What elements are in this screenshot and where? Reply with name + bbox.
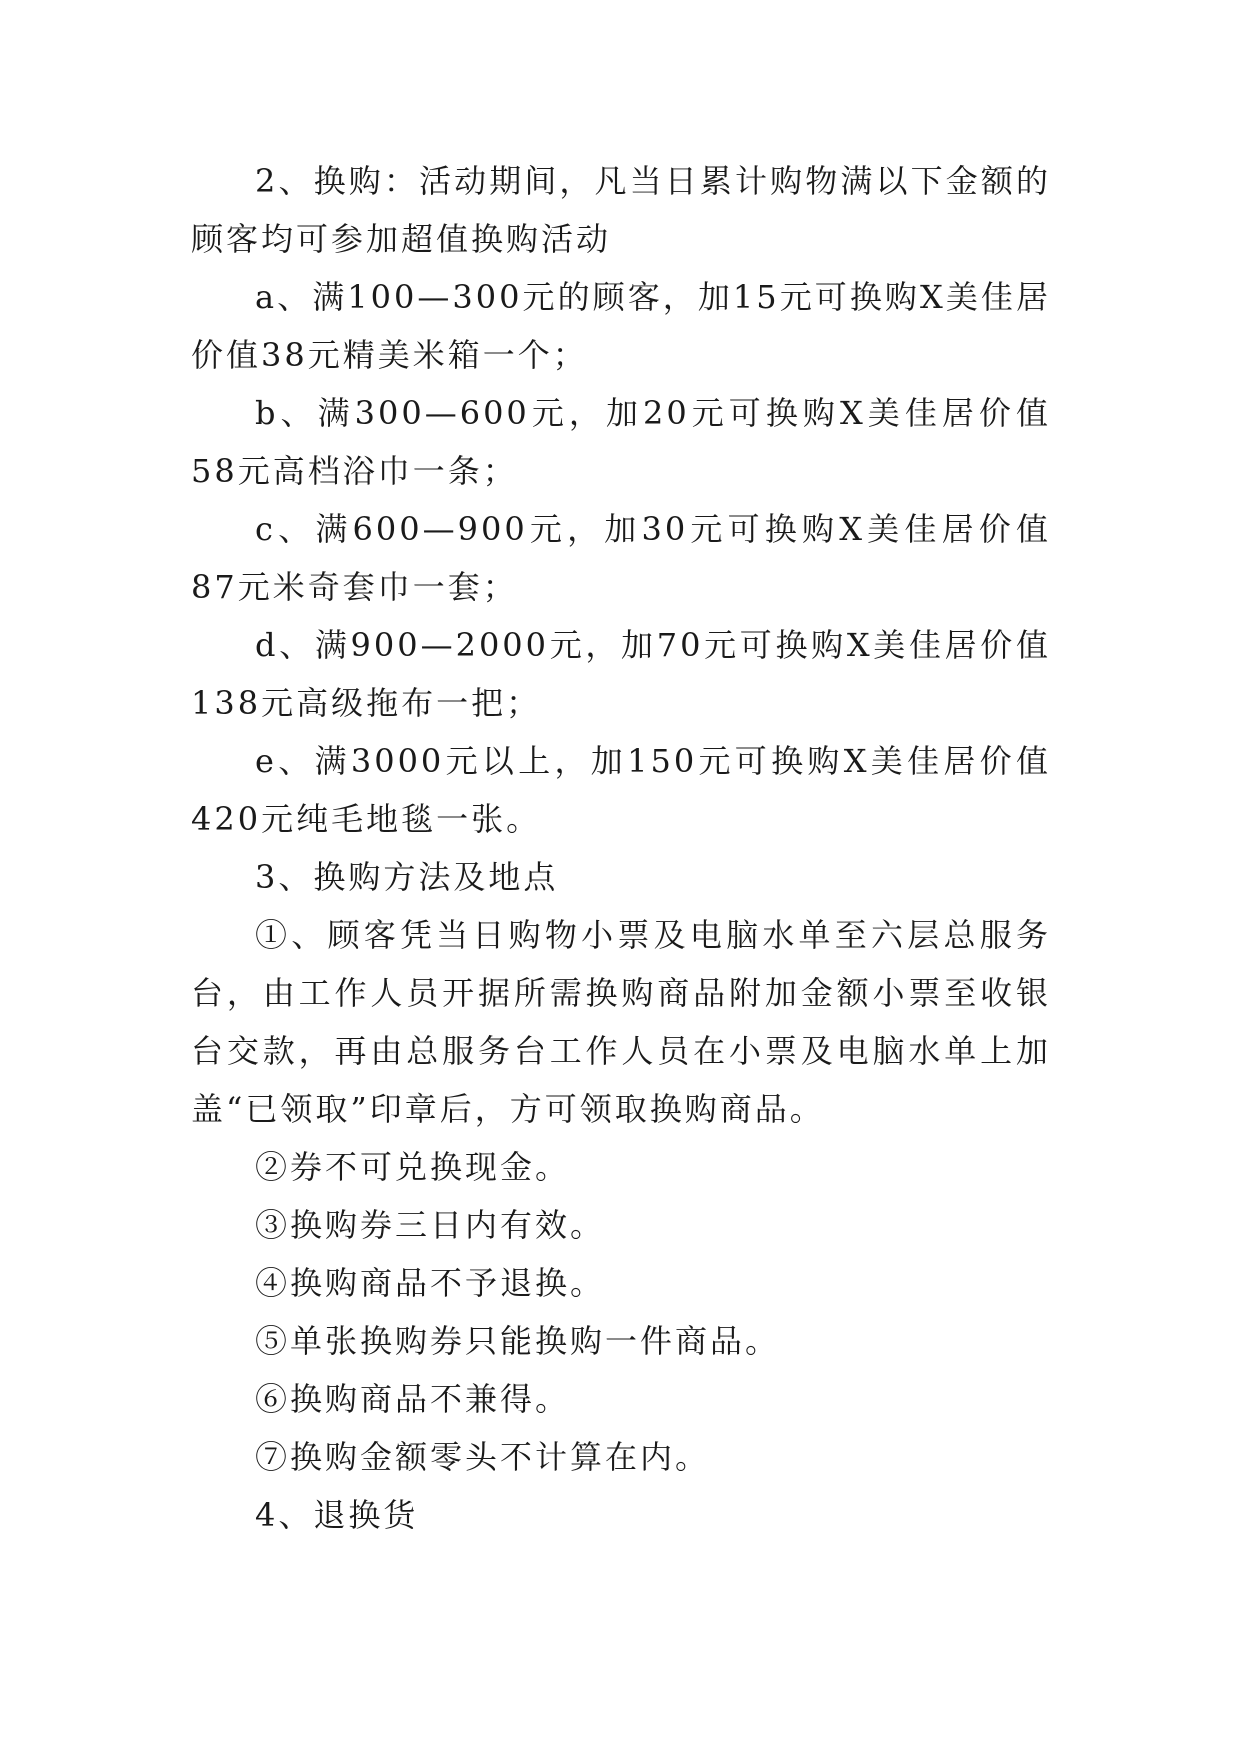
- paragraph-rule-6: ⑥换购商品不兼得。: [255, 1380, 571, 1418]
- paragraph-tier-b: b、满300—600元，加20元可换购X美佳居价值58元高档浴巾一条；: [191, 394, 1051, 490]
- paragraph-tier-c: c、满600—900元，加30元可换购X美佳居价值87元米奇套巾一套；: [191, 510, 1051, 606]
- paragraph-rule-1: ①、顾客凭当日购物小票及电脑水单至六层总服务台，由工作人员开据所需换购商品附加金额小票至收银台交款，再由总服务台工作人员在小票及电脑水单上加盖“已领取”印章后，方可领取换购商品。: [191, 916, 1051, 1128]
- paragraph-returns-heading: 4、退换货: [255, 1496, 419, 1534]
- document-body: [191, 152, 1051, 1544]
- paragraph-rule-2: ②券不可兑换现金。: [255, 1148, 571, 1186]
- paragraph-tier-e: e、满3000元以上，加150元可换购X美佳居价值420元纯毛地毯一张。: [191, 742, 1051, 838]
- paragraph-tier-a: a、满100—300元的顾客，加15元可换购X美佳居价值38元精美米箱一个；: [191, 278, 1051, 374]
- paragraph-exchange-intro: 2、换购：活动期间，凡当日累计购物满以下金额的顾客均可参加超值换购活动: [191, 162, 1051, 258]
- paragraph-rule-4: ④换购商品不予退换。: [255, 1264, 606, 1302]
- paragraph-tier-d: d、满900—2000元，加70元可换购X美佳居价值138元高级拖布一把；: [191, 626, 1051, 722]
- paragraph-method-heading: 3、换购方法及地点: [255, 858, 559, 896]
- paragraph-rule-5: ⑤单张换购券只能换购一件商品。: [255, 1322, 781, 1360]
- paragraph-rule-3: ③换购券三日内有效。: [255, 1206, 606, 1244]
- paragraph-rule-7: ⑦换购金额零头不计算在内。: [255, 1438, 711, 1476]
